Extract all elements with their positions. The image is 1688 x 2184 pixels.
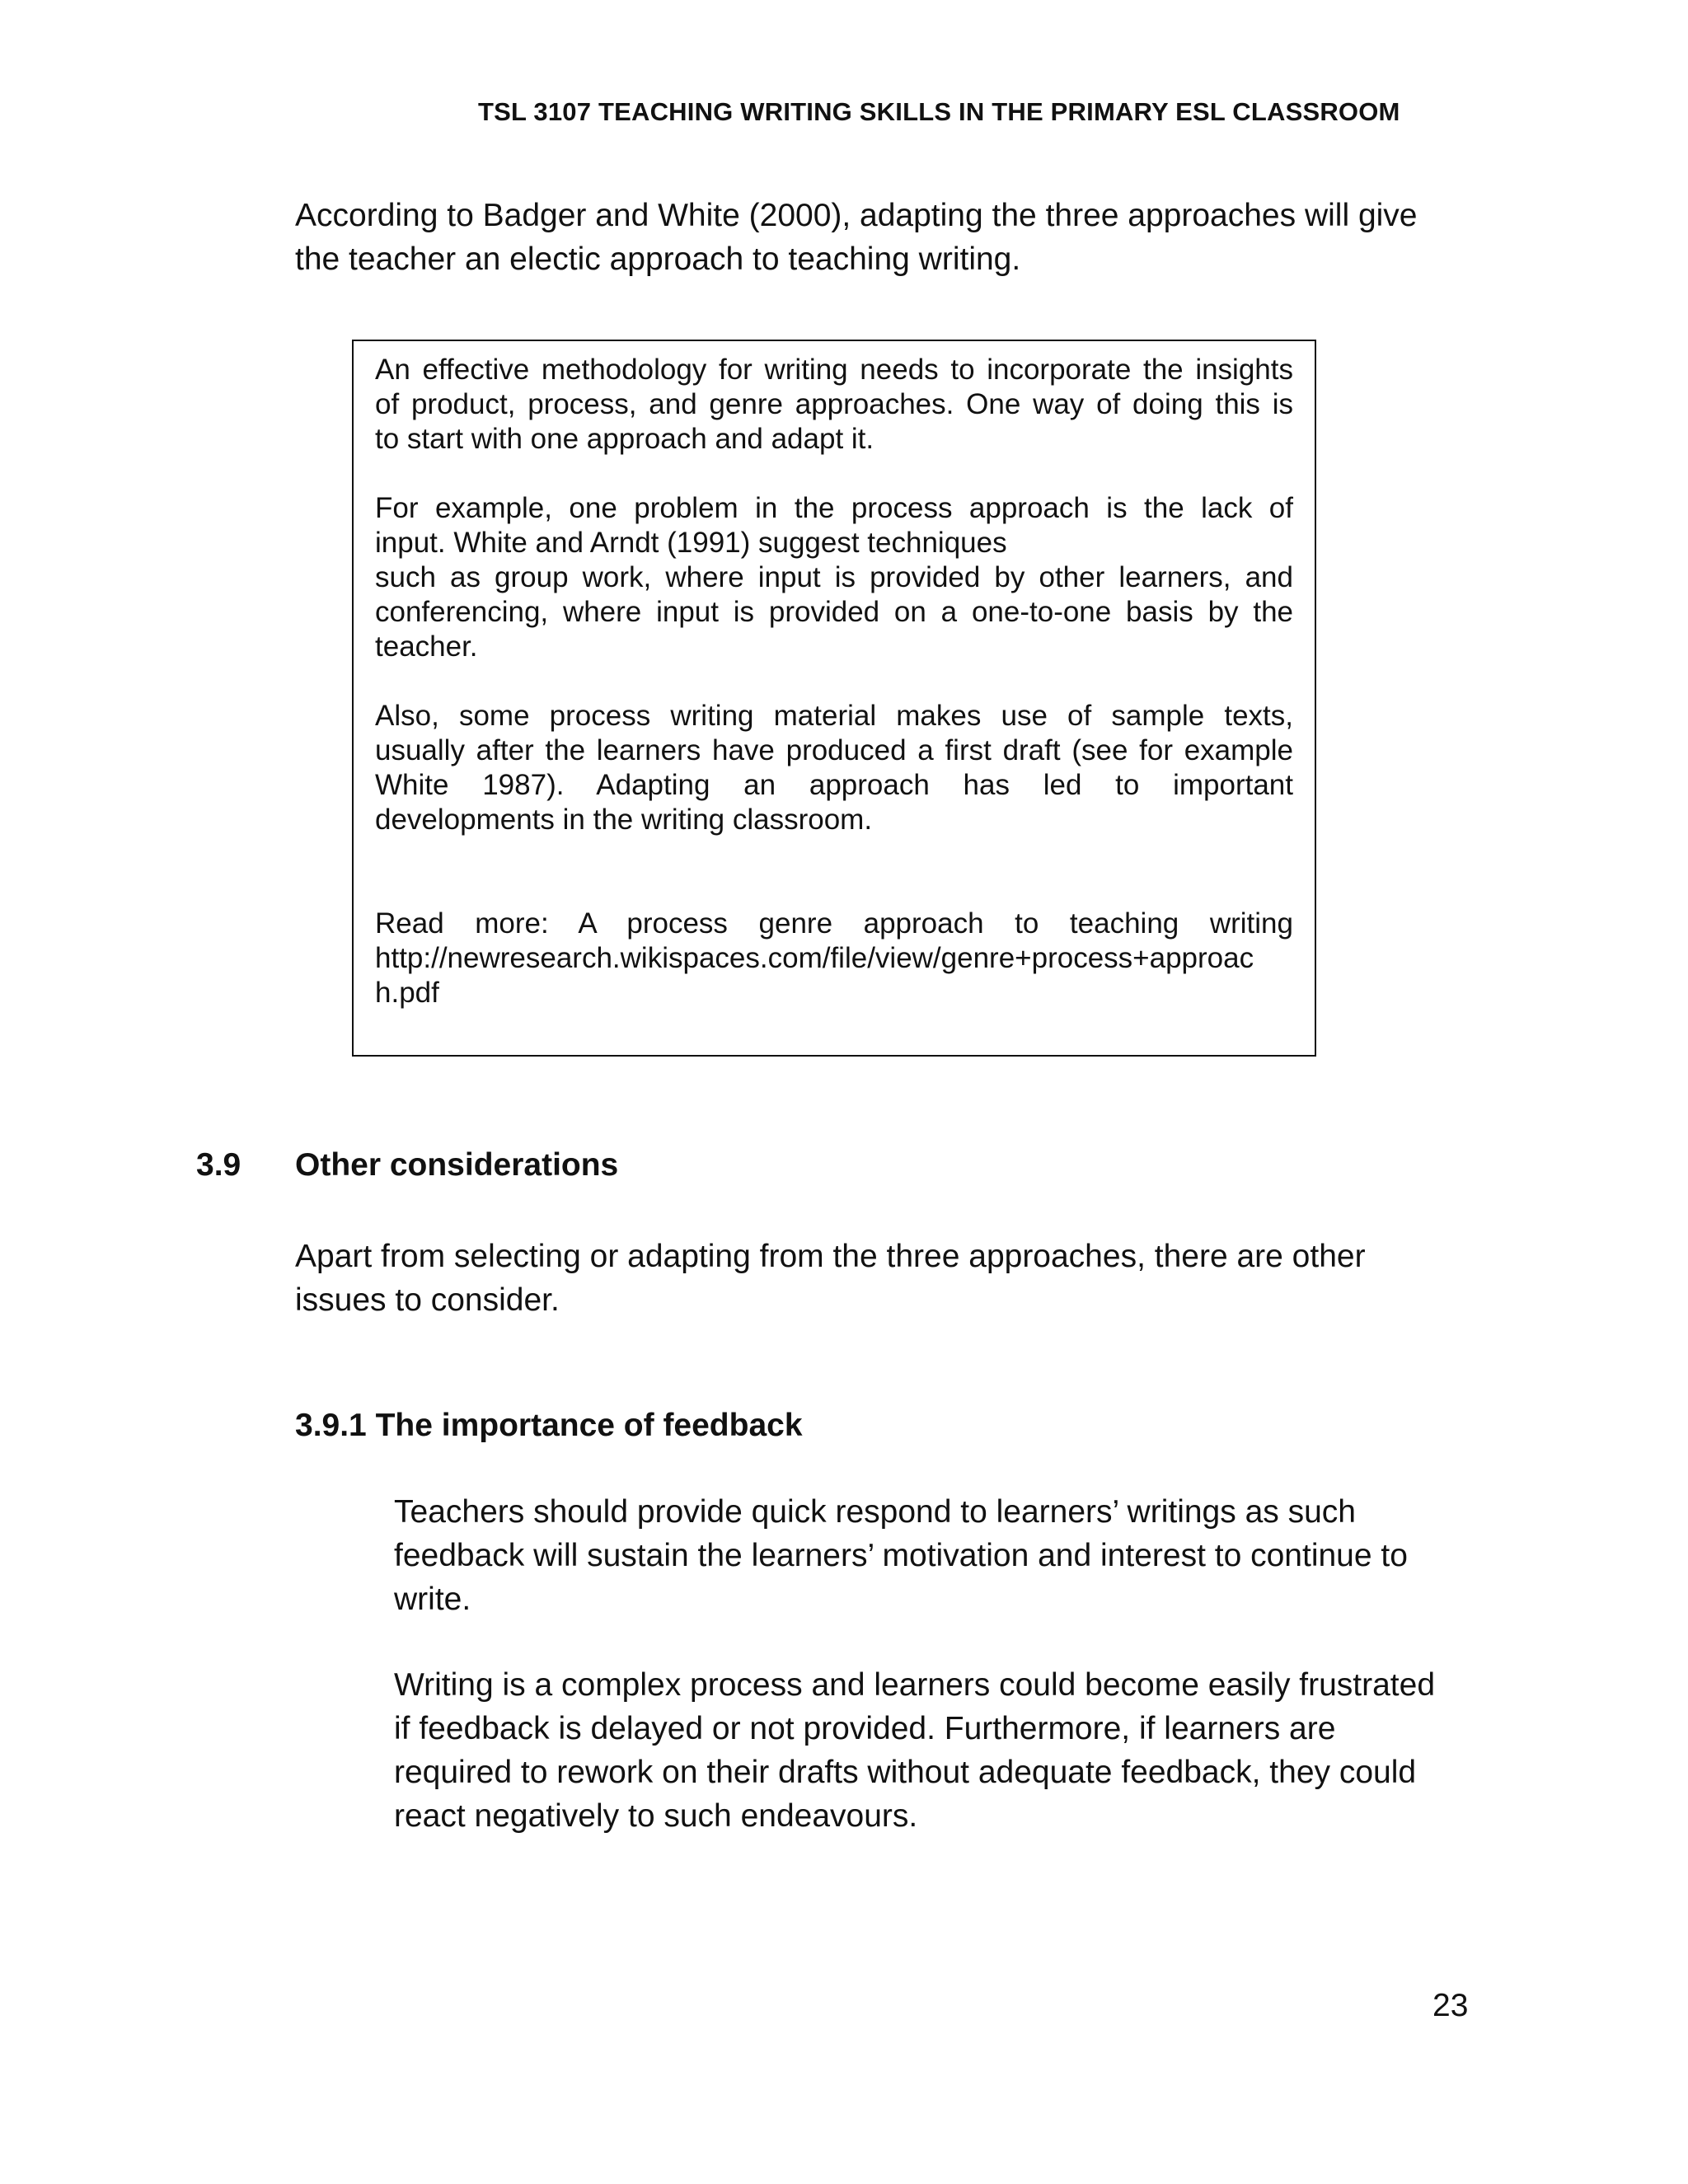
section-paragraph: [295, 1235, 1465, 1322]
quote-read-more: [375, 907, 1293, 1010]
quote-line: conferencing, where input is provided on a one-to-one basis by the: [375, 596, 1293, 628]
section-line: issues to consider.: [295, 1282, 560, 1318]
subsection-paragraph: [394, 1663, 1482, 1838]
section-number: 3.9: [196, 1147, 241, 1183]
read-more-url: h.pdf: [375, 977, 439, 1009]
read-more-url: http://newresearch.wikispaces.com/file/view/genre+process+approac: [375, 942, 1254, 974]
quote-line: developments in the writing classroom.: [375, 804, 873, 836]
subsection-line: react negatively to such endeavours.: [394, 1798, 918, 1834]
page-number: 23: [1432, 1988, 1469, 2023]
quote-box: [352, 340, 1316, 1057]
subsection-line: write.: [394, 1582, 471, 1617]
intro-line: the teacher an electic approach to teaching writing.: [295, 241, 1021, 277]
subsection-line: Teachers should provide quick respond to learners’ writings as such: [394, 1494, 1356, 1530]
quote-paragraph-example: [375, 491, 1293, 664]
quote-line: Also, some process writing material makes use of sample texts,: [375, 700, 1293, 732]
quote-line: For example, one problem in the process approach is the lack of: [375, 492, 1293, 524]
subsection-line: required to rework on their drafts without adequate feedback, they could: [394, 1755, 1417, 1790]
quote-line: of product, process, and genre approaches. One way of doing this is: [375, 388, 1293, 420]
subsection-line: if feedback is delayed or not provided. Furthermore, if learners are: [394, 1711, 1336, 1746]
subsection-line: feedback will sustain the learners’ motivation and interest to continue to: [394, 1538, 1408, 1573]
section-line: Apart from selecting or adapting from the three approaches, there are other: [295, 1239, 1366, 1274]
quote-paragraph-sample-texts: [375, 699, 1293, 837]
intro-paragraph: [295, 194, 1465, 281]
section-title: Other considerations: [295, 1147, 619, 1183]
quote-line: to start with one approach and adapt it.: [375, 423, 874, 455]
quote-line: White 1987). Adapting an approach has led to important: [375, 769, 1293, 801]
subsection-title: 3.9.1 The importance of feedback: [295, 1408, 803, 1443]
quote-line: usually after the learners have produced a first draft (see for example: [375, 734, 1293, 766]
quote-line: teacher.: [375, 630, 478, 663]
quote-line: An effective methodology for writing needs to incorporate the insights: [375, 354, 1293, 386]
subsection-line: Writing is a complex process and learners could become easily frustrated: [394, 1667, 1436, 1703]
intro-line: According to Badger and White (2000), adapting the three approaches will give: [295, 198, 1418, 233]
running-header: TSL 3107 TEACHING WRITING SKILLS IN THE PRIMARY ESL CLASSROOM: [478, 97, 1400, 126]
read-more-line: Read more: A process genre approach to teaching writing: [375, 907, 1293, 940]
quote-line: input. White and Arndt (1991) suggest techniques: [375, 527, 1007, 559]
quote-line: such as group work, where input is provided by other learners, and: [375, 561, 1293, 593]
subsection-paragraph: [394, 1490, 1482, 1621]
quote-paragraph-methodology: [375, 353, 1293, 457]
